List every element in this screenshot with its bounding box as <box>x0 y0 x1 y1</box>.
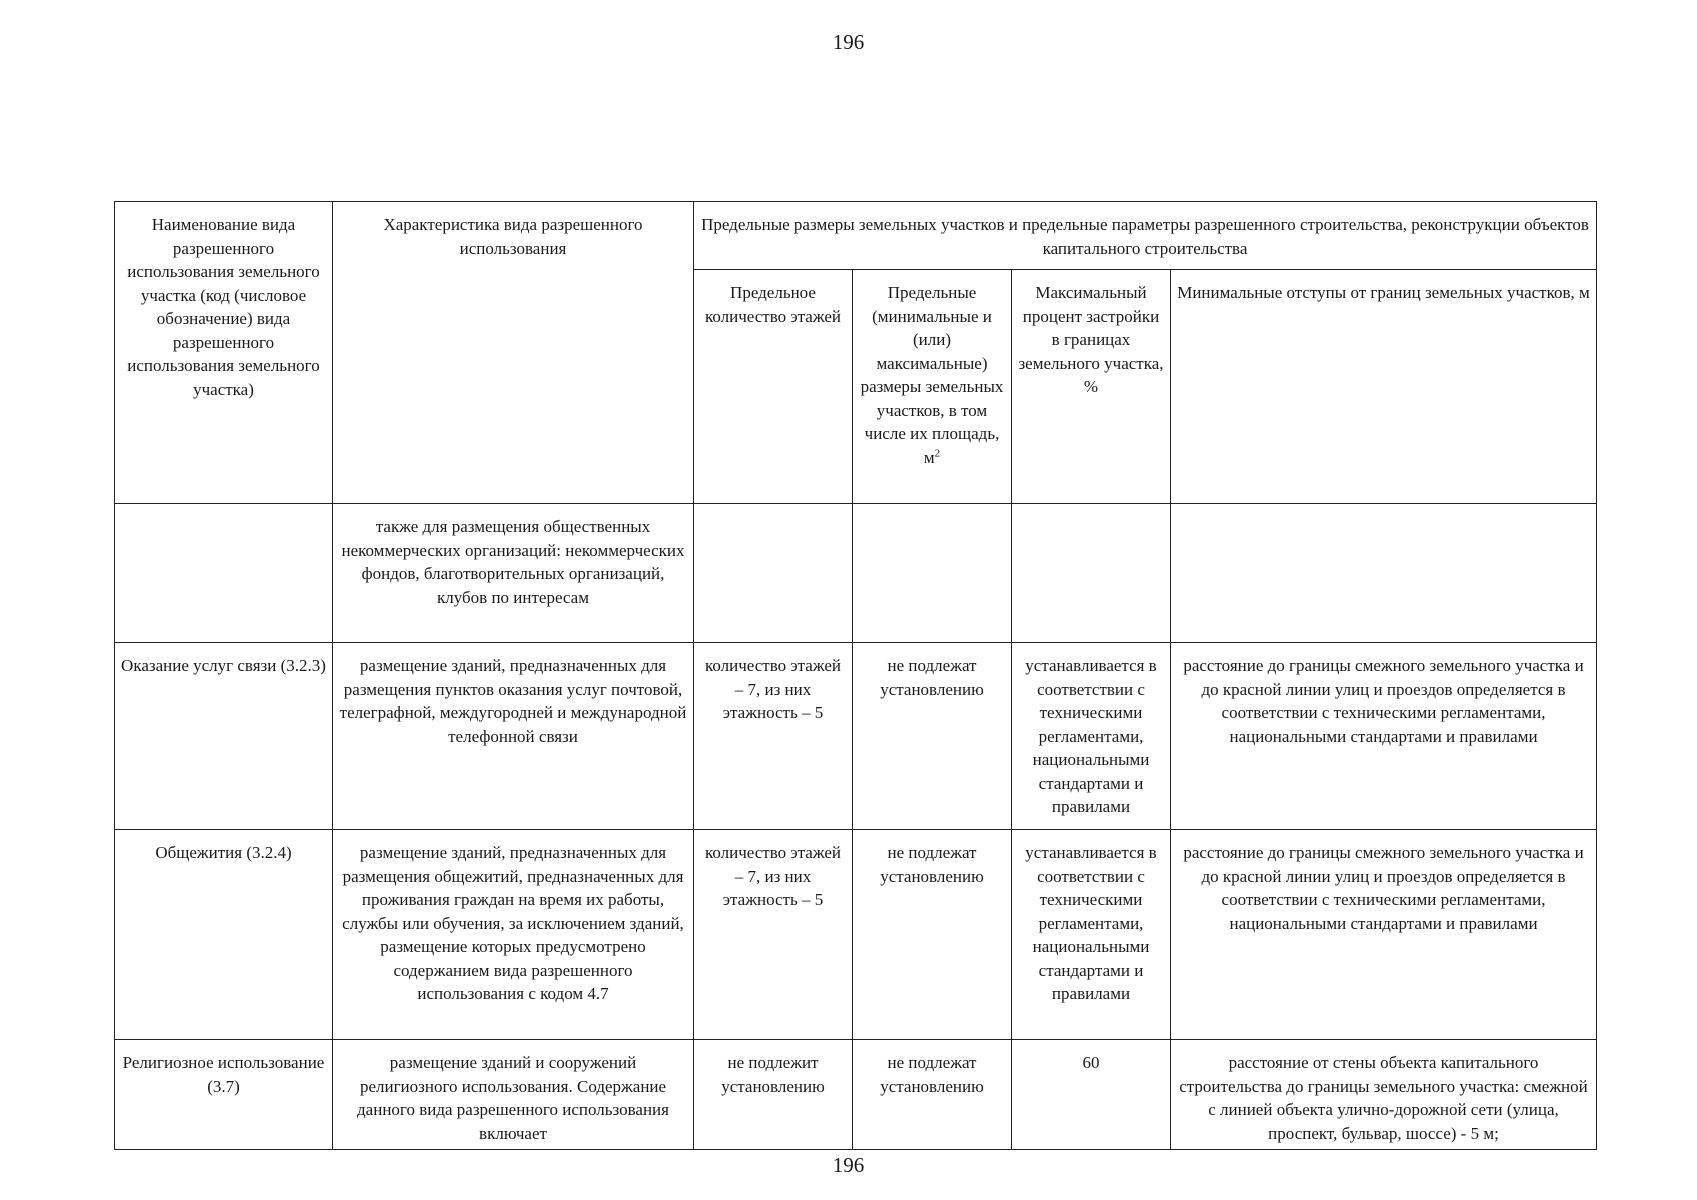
header-col-plot-size-sup: 2 <box>934 446 941 459</box>
table-row <box>115 504 1597 643</box>
cell-setback <box>1171 504 1597 643</box>
cell-setback: расстояние до границы смежного земельного участка и до красной линии улиц и проездов определяется в соответствии с техническими регламентами, национальными стандартами и правилами <box>1171 830 1597 1040</box>
table-row <box>115 643 1597 830</box>
cell-coverage: 60 <box>1012 1040 1171 1150</box>
cell-floors: не подлежит установлению <box>694 1040 853 1150</box>
cell-setback: расстояние до границы смежного земельного участка и до красной линии улиц и проездов определяется в соответствии с техническими регламентами, национальными стандартами и правилами <box>1171 643 1597 830</box>
page-number-bottom: 196 <box>832 1153 865 1177</box>
cell-name <box>115 504 333 643</box>
cell-plot-size: не подлежат установлению <box>853 830 1012 1040</box>
header-col-coverage: Максимальный процент застройки в границах земельного участка, % <box>1012 270 1171 504</box>
header-col-plot-size <box>853 270 1012 504</box>
cell-name: Общежития (3.2.4) <box>115 830 333 1040</box>
regulations-table <box>114 201 1597 1150</box>
cell-name: Религиозное использование (3.7) <box>115 1040 333 1150</box>
cell-name: Оказание услуг связи (3.2.3) <box>115 643 333 830</box>
cell-floors: количество этажей – 7, из них этажность – 5 <box>694 643 853 830</box>
cell-setback: расстояние от стены объекта капитального строительства до границы земельного участка: смежной с линией объекта улично-дорожной сети (улица, проспект, бульвар, шоссе) - 5 м; <box>1171 1040 1597 1150</box>
header-group-limits: Предельные размеры земельных участков и предельные параметры разрешенного строительства, реконструкции объектов капитального строительства <box>694 202 1597 270</box>
table-row <box>115 1040 1597 1150</box>
header-col-plot-size-text: Предельные (минимальные и (или) максимальные) размеры земельных участков, в том числе их площадь, м <box>860 283 1004 467</box>
cell-coverage: устанавливается в соответствии с техническими регламентами, национальными стандартами и правилами <box>1012 830 1171 1040</box>
cell-floors: количество этажей – 7, из них этажность – 5 <box>694 830 853 1040</box>
cell-description: также для размещения общественных некоммерческих организаций: некоммерческих фондов, благотворительных организаций, клубов по интересам <box>333 504 694 643</box>
page-number-top: 196 <box>832 30 865 54</box>
cell-coverage: устанавливается в соответствии с техническими регламентами, национальными стандартами и правилами <box>1012 643 1171 830</box>
header-col-setback: Минимальные отступы от границ земельных участков, м <box>1171 270 1597 504</box>
header-col-description: Характеристика вида разрешенного использования <box>333 202 694 504</box>
header-col-name: Наименование вида разрешенного использования земельного участка (код (числовое обозначение) вида разрешенного использования земельного участка) <box>115 202 333 504</box>
cell-description: размещение зданий и сооружений религиозного использования. Содержание данного вида разрешенного использования включает <box>333 1040 694 1150</box>
cell-description: размещение зданий, предназначенных для размещения общежитий, предназначенных для проживания граждан на время их работы, службы или обучения, за исключением зданий, размещение которых предусмотрено содержанием вида разрешенного использования с кодом 4.7 <box>333 830 694 1040</box>
header-col-floors: Предельное количество этажей <box>694 270 853 504</box>
header-row <box>115 202 1597 270</box>
cell-plot-size: не подлежат установлению <box>853 1040 1012 1150</box>
cell-plot-size: не подлежат установлению <box>853 643 1012 830</box>
cell-floors <box>694 504 853 643</box>
table-row <box>115 830 1597 1040</box>
cell-coverage <box>1012 504 1171 643</box>
cell-plot-size <box>853 504 1012 643</box>
cell-description: размещение зданий, предназначенных для размещения пунктов оказания услуг почтовой, телеграфной, междугородней и международной телефонной связи <box>333 643 694 830</box>
